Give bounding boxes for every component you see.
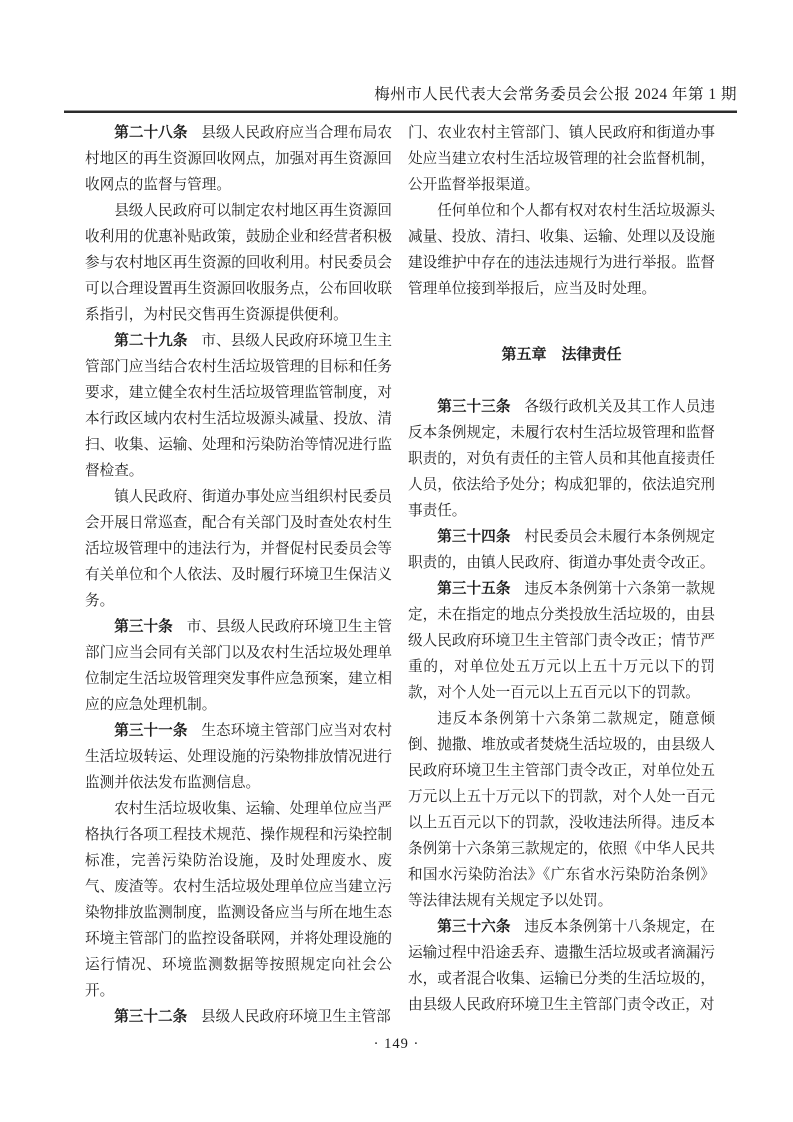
article-36-paragraph [408,914,715,1018]
page-footer [0,1036,793,1053]
page-number: · 149 · [373,1036,420,1052]
paragraph-text: 市、县级人民政府环境卫生主管部门应当会同有关部门以及农村生活垃圾处理单位制定生活垃圾管理突发事件应急预案，建立相应的应急处理机制。 [85,619,392,713]
paragraph-text: 镇人民政府、街道办事处应当组织村民委员会开展日常巡查，配合有关部门及时查处农村生活垃圾管理中的违法行为，并督促村民委员会等有关单位和个人依法、及时履行环境卫生保洁义务。 [85,489,392,609]
article-30-number: 第三十条 [114,619,173,635]
article-35-number: 第三十五条 [437,581,511,597]
article-29-paragraph [85,328,392,484]
paragraph-text: 门、农业农村主管部门、镇人民政府和街道办事处应当建立农村生活垃圾管理的社会监督机制，公开监督举报渠道。 [408,125,715,193]
article-31-number: 第三十一条 [114,723,188,739]
article-33-paragraph [408,394,715,524]
paragraph-text: 生态环境主管部门应当对农村生活垃圾转运、处理设施的污染物排放情况进行监测并依法发布监测信息。 [85,723,392,791]
article-34-number: 第三十四条 [437,529,511,545]
paragraph-text: 县级人民政府环境卫生主管部 [201,1009,391,1025]
page-header [65,82,737,104]
paragraph-text: 农村生活垃圾收集、运输、处理单位应当严格执行各项工程技术规范、操作规程和污染控制标准，完善污染防治设施，及时处理废水、废气、废渣等。农村生活垃圾处理单位应当建立污染物排放监测制度，监测设备应当与所在地生态环境主管部门的监控设备联网，并将处理设施的运行情况、环境监测数据等按照规定向社会公开。 [85,801,392,999]
chapter-heading: 第五章 法律责任 [501,346,622,363]
publication-title: 梅州市人民代表大会常务委员会公报 2024 年第 1 期 [374,86,737,103]
left-column [85,120,392,1030]
article-31-paragraph-2 [85,796,392,1004]
article-35-paragraph-2 [408,706,715,914]
article-28-paragraph-2 [85,198,392,328]
paragraph-text: 市、县级人民政府环境卫生主管部门应当结合农村生活垃圾管理的目标和任务要求，建立健全农村生活垃圾管理监管制度，对本行政区域内农村生活垃圾源头减量、投放、清扫、收集、运输、处理和污染防治等情况进行监督检查。 [85,333,392,479]
paragraph-text: 县级人民政府应当合理布局农村地区的再生资源回收网点，加强对再生资源回收网点的监督与管理。 [85,125,392,193]
article-35-paragraph [408,576,715,706]
article-32-paragraph [85,1004,392,1030]
article-29-number: 第二十九条 [114,333,188,349]
paragraph-text: 违反本条例第十八条规定，在运输过程中沿途丢弃、遗撒生活垃圾或者滴漏污水，或者混合收集、运输已分类的生活垃圾的，由县级人民政府环境卫生主管部门责令改正，对 [408,919,715,1013]
article-32-paragraph-2 [408,198,715,302]
article-30-paragraph [85,614,392,718]
article-36-number: 第三十六条 [437,919,511,935]
article-32-number: 第三十二条 [114,1009,188,1025]
paragraph-text: 县级人民政府可以制定农村地区再生资源回收利用的优惠补贴政策，鼓励企业和经营者积极参与农村地区再生资源的回收利用。村民委员会可以合理设置再生资源回收服务点，公布回收联系指引，为村民交售再生资源提供便利。 [85,203,392,323]
paragraph-text: 村民委员会未履行本条例规定职责的，由镇人民政府、街道办事处责令改正。 [408,529,715,571]
article-28-paragraph [85,120,392,198]
article-32-continuation-paragraph [408,120,715,198]
article-31-paragraph [85,718,392,796]
paragraph-text: 违反本条例第十六条第一款规定，未在指定的地点分类投放生活垃圾的，由县级人民政府环境卫生主管部门责令改正；情节严重的，对单位处五万元以上五十万元以下的罚款，对个人处一百元以上五百元以下的罚款。 [408,581,715,701]
article-34-paragraph [408,524,715,576]
header-rule [64,110,737,113]
paragraph-text: 任何单位和个人都有权对农村生活垃圾源头减量、投放、清扫、收集、运输、处理以及设施建设维护中存在的违法违规行为进行举报。监督管理单位接到举报后，应当及时处理。 [408,203,715,297]
paragraph-text: 违反本条例第十六条第二款规定，随意倾倒、抛撒、堆放或者焚烧生活垃圾的，由县级人民政府环境卫生主管部门责令改正，对单位处五万元以上五十万元以下的罚款，对个人处一百元以上五百元以下的罚款，没收违法所得。违反本条例第十六条第三款规定的，依照《中华人民共和国水污染防治法》《广东省水污染防治条例》等法律法规有关规定予以处罚。 [408,711,715,909]
right-column [408,120,715,1030]
article-33-number: 第三十三条 [437,399,511,415]
article-28-number: 第二十八条 [114,125,188,141]
text-columns [85,120,715,1030]
article-29-paragraph-2 [85,484,392,614]
paragraph-text: 各级行政机关及其工作人员违反本条例规定，未履行农村生活垃圾管理和监督职责的，对负有责任的主管人员和其他直接责任人员，依法给予处分；构成犯罪的，依法追究刑事责任。 [408,399,715,519]
